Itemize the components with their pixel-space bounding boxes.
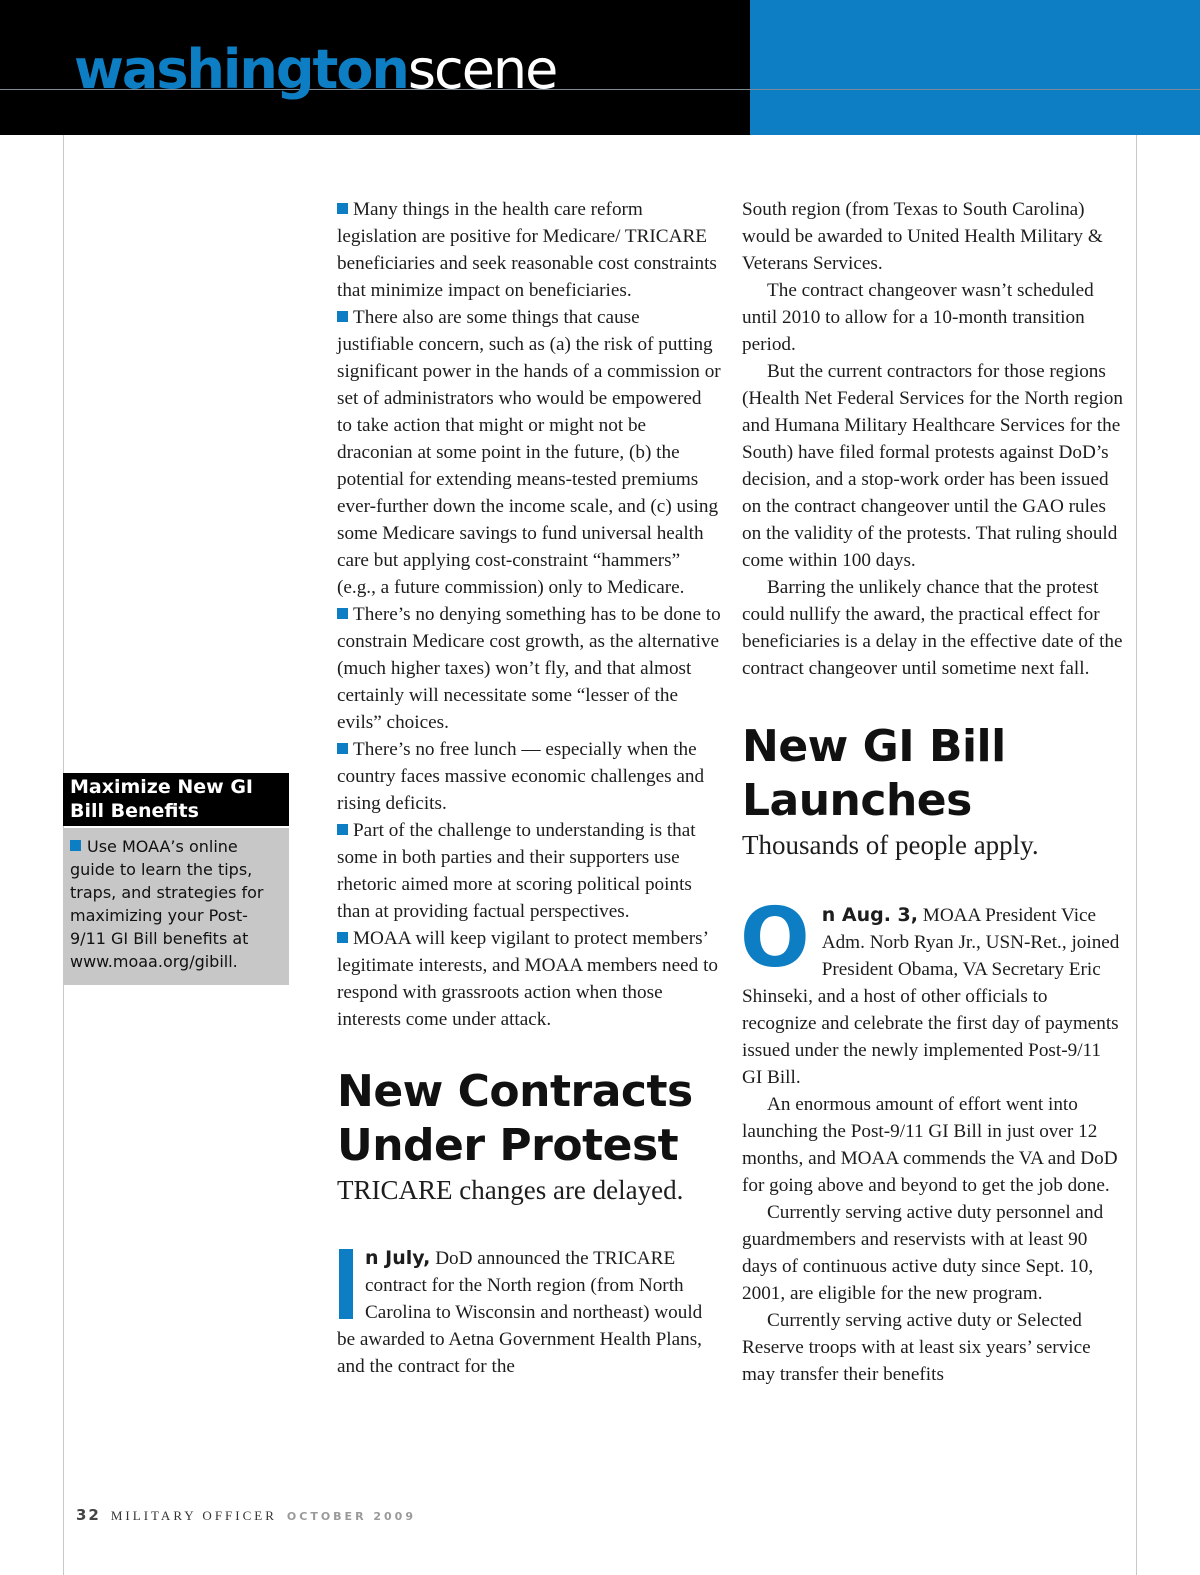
article-headline-gi-bill: New GI Bill Launches: [742, 721, 1006, 826]
sidebar-heading: Maximize New GI Bill Benefits: [63, 773, 289, 826]
body-paragraph: An enormous amount of effort went into launching the Post-9/11 GI Bill in just over 12 months, and MOAA commends the VA and DoD for going above and beyond to get the job done.: [742, 1094, 1118, 1196]
section-title-light: scene: [407, 38, 557, 101]
bullet-text: There’s no denying something has to be done to constrain Medicare cost growth, as the alternative (much higher taxes) won’t fly, and that almost certainly will necessitate some “lesser of the evils” choices.: [337, 604, 721, 733]
bullet-square-icon: [337, 203, 348, 214]
article-lead-paragraph: [337, 1245, 721, 1380]
sidebar-body: [63, 828, 289, 985]
bullet-square-icon: [337, 824, 348, 835]
drop-cap-letter: O: [740, 891, 810, 986]
bullet-paragraph: [337, 736, 721, 817]
article-dek-gi-bill: Thousands of people apply.: [742, 830, 1039, 860]
body-paragraph: Currently serving active duty or Selected Reserve troops with at least six years’ service may transfer their benefits: [742, 1310, 1091, 1385]
page-number: 32: [76, 1506, 101, 1524]
body-paragraph: But the current contractors for those regions (Health Net Federal Services for the North region and Humana Military Healthcare Services for the South) have filed formal protests against DoD’s decision, and a stop-work order has been issued on the contract changeover until the GAO rules on the validity of the protests. That ruling should come within 100 days.: [742, 361, 1123, 571]
magazine-name: MILITARY OFFICER: [110, 1508, 277, 1523]
continued-paragraph: South region (from Texas to South Carolina) would be awarded to United Health Military & Veterans Services.: [742, 199, 1103, 274]
body-paragraph: Currently serving active duty personnel and guardmembers and reservists with at least 90 days of continuous active duty since Sept. 10, 2001, are eligible for the new program.: [742, 1202, 1104, 1304]
bullet-square-icon: [337, 311, 348, 322]
bullet-square-icon: [70, 840, 81, 851]
bullet-paragraph: [337, 925, 721, 1033]
bullet-text: Part of the challenge to understanding is that some in both parties and their supporters use rhetoric aimed more at scoring political points than at providing factual perspectives.: [337, 820, 696, 922]
page-footer: [76, 1506, 416, 1524]
bullet-text: There’s no free lunch — especially when the country faces massive economic challenges and rising deficits.: [337, 739, 705, 814]
body-paragraph: The contract changeover wasn’t scheduled until 2010 to allow for a 10-month transition period.: [742, 280, 1094, 355]
drop-cap-bar-icon: [339, 1249, 353, 1319]
bullet-square-icon: [337, 608, 348, 619]
right-margin-rule: [1136, 135, 1137, 1575]
bullet-text: There also are some things that cause justifiable concern, such as (a) the risk of putting significant power in the hands of a commission or set of administrators who would be empowered to take action that might or might not be draconian at some point in the future, (b) the potential for extending means-tested premiums ever-further down the income scale, and (c) using some Medicare savings to fund universal health care but applying cost-constraint “hammers” (e.g., a future commission) only to Medicare.: [337, 307, 721, 598]
lead-text: DoD announced the TRICARE contract for the North region (from North Carolina to Wisconsin and northeast) would be awarded to Aetna Government Health Plans, and the contract for the: [337, 1248, 703, 1377]
column-1: [337, 196, 721, 1380]
bullet-text: MOAA will keep vigilant to protect members’ legitimate interests, and MOAA members need to respond with grassroots action when those interests come under attack.: [337, 928, 718, 1030]
bullet-square-icon: [337, 932, 348, 943]
lead-text: MOAA President Vice Adm. Norb Ryan Jr., USN-Ret., joined President Obama, VA Secretary Eric Shinseki, and a host of other officials to recognize and celebrate the first day of payments issued under the newly implemented Post-9/11 GI Bill.: [742, 905, 1120, 1088]
header-blue-band: [750, 0, 1200, 135]
section-title: [74, 30, 556, 110]
bullet-paragraph: [337, 601, 721, 736]
sidebar-text: Use MOAA’s online guide to learn the tips, traps, and strategies for maximizing your Post-9/11 GI Bill benefits at www.moaa.org/gibill.: [70, 837, 264, 971]
article-lead-paragraph: [740, 891, 1124, 1091]
bullet-text: Many things in the health care reform legislation are positive for Medicare/ TRICARE beneficiaries and seek reasonable cost constraints that minimize impact on beneficiaries.: [337, 199, 717, 301]
bullet-square-icon: [337, 743, 348, 754]
lead-in: n July,: [365, 1247, 431, 1269]
bullet-paragraph: [337, 817, 721, 925]
section-title-bold: washington: [74, 38, 408, 101]
lead-in: n Aug. 3,: [821, 904, 918, 926]
body-paragraph: Barring the unlikely chance that the protest could nullify the award, the practical effect for beneficiaries is a delay in the effective date of the contract changeover until sometime next fall.: [742, 577, 1123, 679]
article-dek-contracts: TRICARE changes are delayed.: [337, 1175, 684, 1205]
sidebar-box: [63, 773, 289, 985]
issue-date: OCTOBER 2009: [286, 1510, 416, 1523]
bullet-paragraph: [337, 304, 721, 601]
bullet-paragraph: [337, 196, 721, 304]
article-headline-contracts: New Contracts Under Protest: [337, 1066, 693, 1171]
column-2: [742, 196, 1124, 1388]
